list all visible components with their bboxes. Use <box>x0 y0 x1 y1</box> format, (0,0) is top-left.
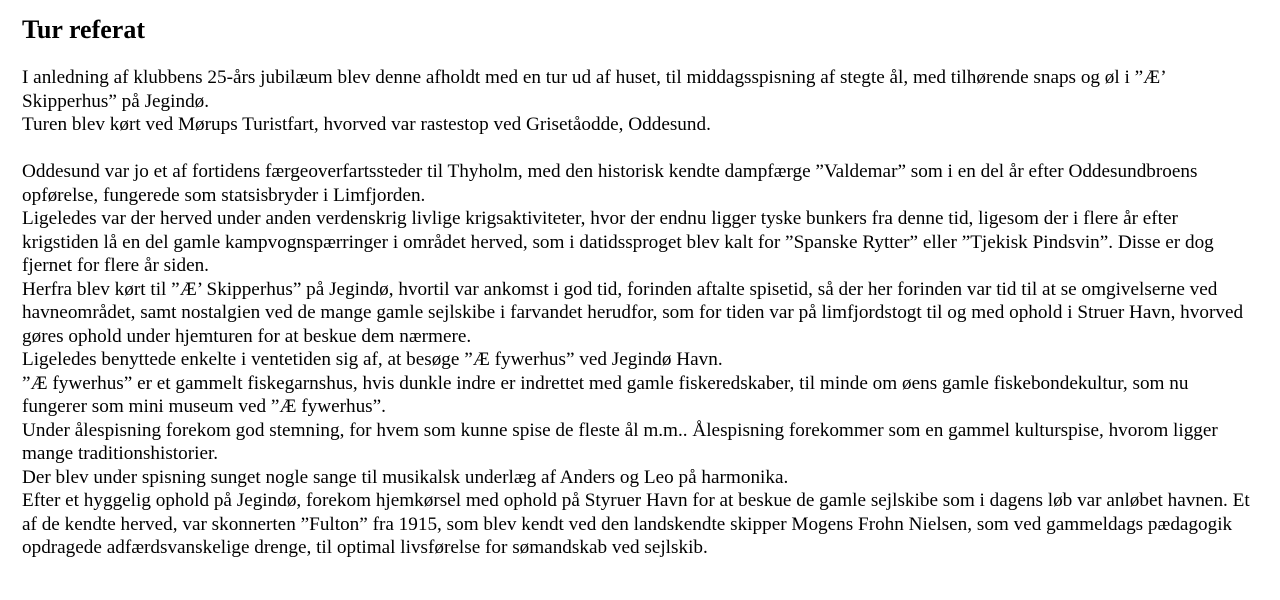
paragraph-music: Der blev under spisning sunget nogle sange til musikalsk underlæg af Anders og Leo på harmonika. <box>22 466 789 488</box>
paragraph-trip: Turen blev kørt ved Mørups Turistfart, hvorved var rastestop ved Grisetåodde, Oddesund. <box>22 114 711 135</box>
paragraph-fywerhus: ”Æ fywerhus” er et gammelt fiskegarnshus, hvis dunkle indre er indrettet med gamle fiskeredskaber, til minde om øens gamle fiskebondekultur, som nu fungerer som mini museum ved ”Æ fywerhus”. <box>22 372 1189 417</box>
paragraph-oddesund: Oddesund var jo et af fortidens færgeoverfartssteder til Thyholm, med den historisk kendte dampfærge ”Valdemar” som i en del år efter Oddesundbroens opførelse, fungerede som statsisbryder i Limfjorden. <box>22 161 1198 206</box>
paragraph-war: Ligeledes var der herved under anden verdenskrig livlige krigsaktiviteter, hvor der endnu ligger tyske bunkers fra denne tid, ligesom der i flere år efter krigstiden lå en del gamle kampvognspærringer i området herved, som i datidssproget blev kalt for ”Spanske Rytter” eller ”Tjekisk Pindsvin”. Disse er dog fjernet for flere år siden. <box>22 208 1214 276</box>
paragraph-skipperhus: Herfra blev kørt til ”Æ’ Skipperhus” på Jegindø, hvortil var ankomst i god tid, forinden aftalte spisetid, så der her forinden var tid til at se omgivelserne ved havneområdet, samt nostalgien ved de mange gamle sejlskibe i farvandet herudfor, som for tiden var på limfjordstogt til og med ophold i Struer Havn, hvorved gøres ophold under hjemturen for at beskue dem nærmere. <box>22 278 1244 347</box>
paragraph-fywerhus-visit: Ligeledes benyttede enkelte i ventetiden sig af, at besøge ”Æ fywerhus” ved Jegindø Havn. <box>22 349 723 370</box>
page-title: Tur referat <box>22 15 145 44</box>
document-body <box>22 66 1256 560</box>
paragraph-spacer <box>22 137 1256 161</box>
paragraph-intro: I anledning af klubbens 25-års jubilæum blev denne afholdt med en tur ud af huset, til middagsspisning af stegte ål, med tilhørende snaps og øl i ”Æ’ Skipperhus” på Jegindø. <box>22 67 1166 112</box>
paragraph-return: Efter et hyggelig ophold på Jegindø, forekom hjemkørsel med ophold på Styruer Havn for at beskue de gamle sejlskibe som i dagens løb var anløbet havnen. Et af de kendte herved, var skonnerten ”Fulton” fra 1915, som blev kendt ved den landskendte skipper Mogens Frohn Nielsen, som ved gammeldags pædagogik opdragede adfærdsvanskelige drenge, til optimal livsførelse for sømandskab ved sejlskib. <box>22 490 1250 558</box>
paragraph-eel-dinner: Under ålespisning forekom god stemning, for hvem som kunne spise de fleste ål m.m.. Ålespisning forekommer som en gammel kulturspise, hvorom ligger mange traditionshistorier. <box>22 419 1218 464</box>
